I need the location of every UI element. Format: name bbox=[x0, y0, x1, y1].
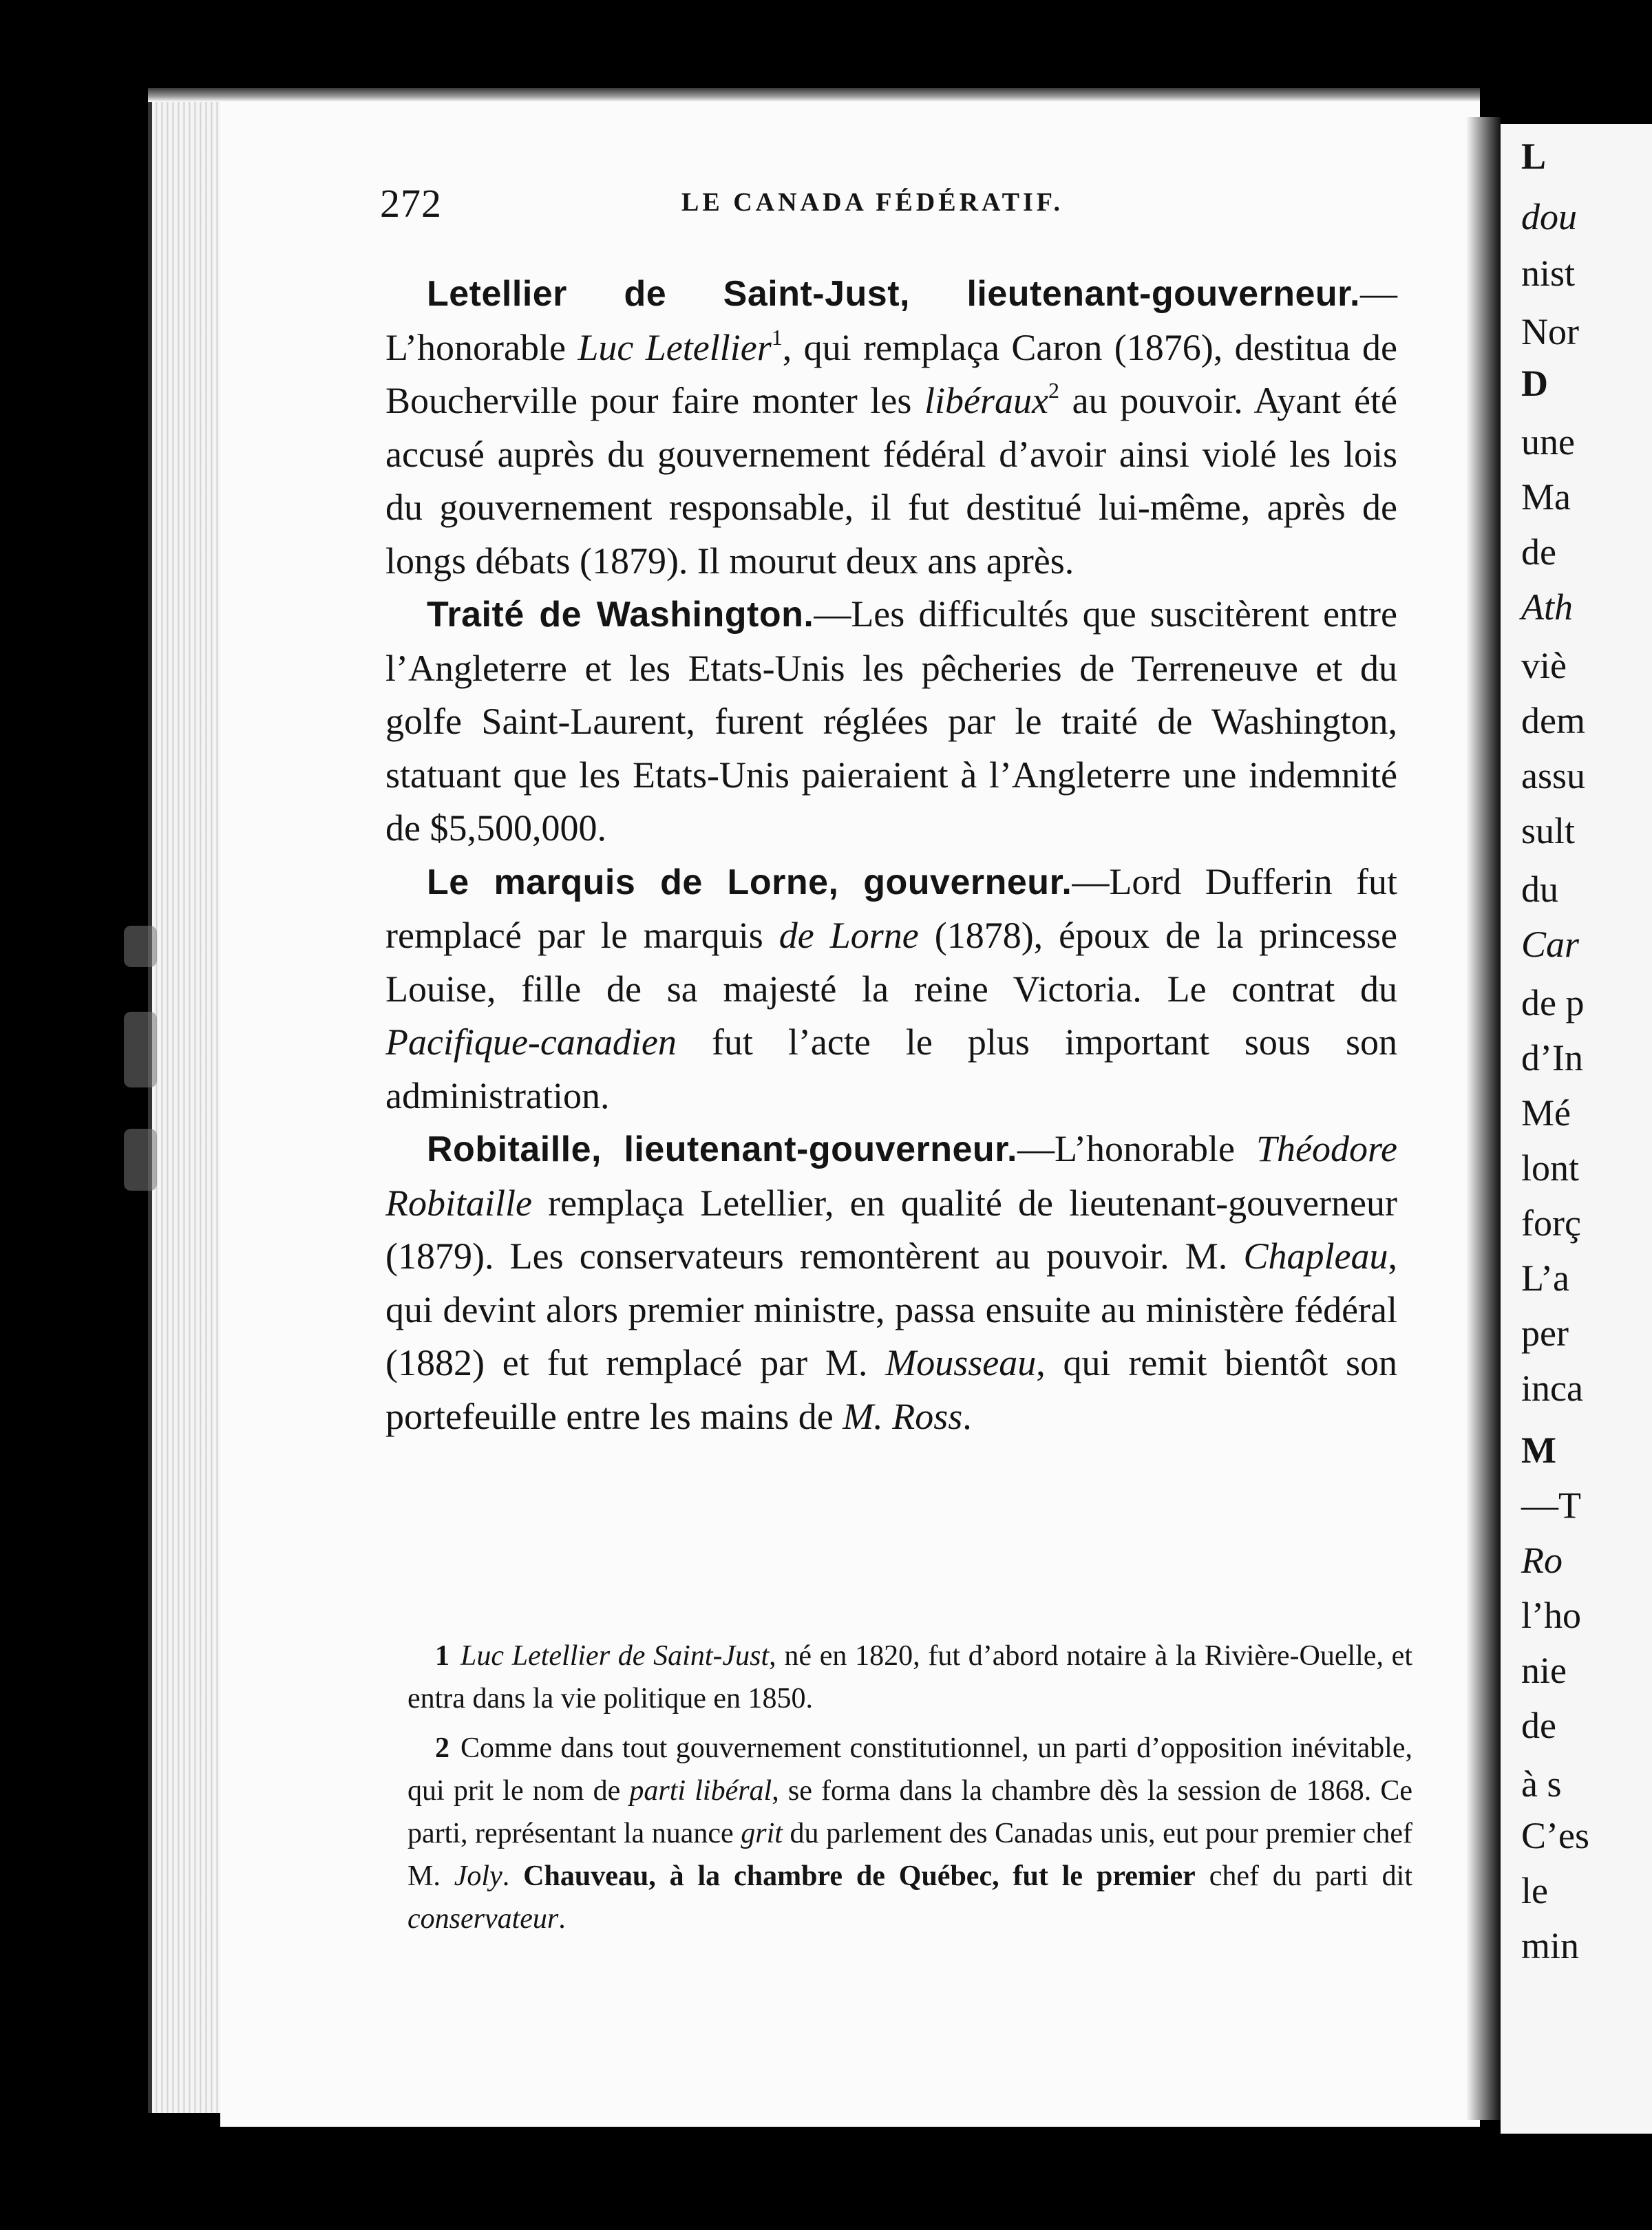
section-text: . bbox=[962, 1395, 972, 1437]
facing-page-fragment: d’In bbox=[1521, 1037, 1583, 1079]
facing-page bbox=[1501, 124, 1652, 2134]
section-text-italic: Mousseau bbox=[885, 1342, 1037, 1383]
section-text: (1878), époux de la princesse Louise, fille de sa majesté la reine Victoria. Le contrat du bbox=[385, 915, 1397, 1010]
section-text: , qui remplaça Caron (1876), destitua de Boucherville pour faire monter les bbox=[385, 326, 1397, 421]
facing-page-fragment: une bbox=[1521, 421, 1575, 463]
facing-page-fragment: lont bbox=[1521, 1147, 1580, 1189]
facing-page-fragment: du bbox=[1521, 869, 1558, 910]
facing-page-fragment: Ma bbox=[1521, 476, 1571, 518]
footnote-text-italic: Luc Letellier de Saint-Just bbox=[460, 1640, 770, 1672]
page-number: 272 bbox=[380, 181, 442, 226]
section-lorne bbox=[385, 856, 1397, 1123]
facing-page-fragment: M bbox=[1521, 1430, 1556, 1471]
section-text-italic: Chapleau bbox=[1243, 1235, 1388, 1277]
facing-page-fragment: nist bbox=[1521, 253, 1576, 294]
facing-page-fragment: l’ho bbox=[1521, 1595, 1581, 1636]
footnote-text: . bbox=[558, 1903, 566, 1935]
footnote-number: 2 bbox=[435, 1732, 449, 1764]
facing-page-fragment: Ath bbox=[1521, 586, 1573, 628]
footnote-text: Comme dans tout gouvernement constitutionnel, un parti d’opposition inévitable, qui prit le nom de bbox=[407, 1732, 1412, 1807]
facing-page-fragment: —T bbox=[1521, 1485, 1581, 1526]
page-top-shadow bbox=[148, 88, 1480, 102]
facing-page-fragment: forç bbox=[1521, 1202, 1581, 1244]
section-text: —Les difficultés que suscitèrent entre l’Angleterre et les Etats-Unis les pêcheries de Terreneuve et du golfe Saint-Laurent, furent réglées par le traité de Washington, statuant que les Etats-Unis paieraient à l’Angleterre une indemnité de $5,500,000. bbox=[385, 593, 1397, 849]
section-washington bbox=[385, 588, 1397, 856]
facing-page-fragment: viè bbox=[1521, 645, 1567, 686]
section-text-italic: Pacifique-canadien bbox=[385, 1021, 677, 1063]
section-text: remplaça Letellier, en qualité de lieutenant-gouverneur (1879). Les conservateurs remontèrent au pouvoir. M. bbox=[385, 1182, 1397, 1277]
section-heading: Robitaille, lieutenant-gouverneur. bbox=[427, 1129, 1018, 1169]
section-text-italic: de Lorne bbox=[779, 915, 919, 956]
facing-page-fragment: sult bbox=[1521, 810, 1576, 851]
section-text: fut l’acte le plus important sous son administration. bbox=[385, 1021, 1397, 1116]
spine-mark bbox=[124, 1129, 157, 1191]
section-text: — L’honorable bbox=[385, 273, 1397, 368]
running-title: LE CANADA FÉDÉRATIF. bbox=[681, 188, 1064, 217]
footnote-ref: 1 bbox=[771, 324, 783, 350]
section-text: au pouvoir. Ayant été accusé auprès du gouvernement fédéral d’avoir ainsi violé les lois du gouvernement responsable, il fut destitué lui-même, après de longs débats (1879). Il mourut deux ans après. bbox=[385, 380, 1397, 582]
section-text-italic: libéraux bbox=[924, 380, 1048, 421]
section-letellier bbox=[385, 267, 1397, 588]
facing-page-fragment: L bbox=[1521, 136, 1547, 177]
footnote-2 bbox=[407, 1727, 1412, 1940]
facing-page-fragment: inca bbox=[1521, 1368, 1583, 1409]
facing-page-fragment: D bbox=[1521, 363, 1548, 404]
section-heading: Letellier de Saint-Just, lieutenant-gouverneur. bbox=[427, 274, 1360, 314]
facing-page-fragment: le bbox=[1521, 1870, 1548, 1911]
facing-page-fragment: Ro bbox=[1521, 1540, 1563, 1581]
section-text: —L’honorable bbox=[1017, 1128, 1257, 1169]
spine-mark bbox=[124, 1012, 157, 1087]
footnote-text: , né en 1820, fut d’abord notaire à la Rivière-Ouelle, et entra dans la vie politique en 1850. bbox=[407, 1640, 1412, 1714]
facing-page-fragment: dou bbox=[1521, 196, 1577, 237]
section-heading: Le marquis de Lorne, gouverneur. bbox=[427, 862, 1072, 902]
facing-page-fragment: nie bbox=[1521, 1650, 1567, 1691]
footnote-text-italic: grit bbox=[741, 1818, 783, 1849]
footnote-1 bbox=[407, 1635, 1412, 1720]
facing-page-fragment: de bbox=[1521, 1705, 1556, 1746]
section-text: , qui devint alors premier ministre, passa ensuite au ministère fédéral (1882) et fut remplacé par M. bbox=[385, 1235, 1397, 1383]
section-heading: Traité de Washington. bbox=[427, 595, 814, 635]
facing-page-fragment: Nor bbox=[1521, 311, 1579, 352]
spine-mark bbox=[124, 926, 157, 967]
facing-page-fragment: Car bbox=[1521, 924, 1580, 965]
footnote-text-italic: parti libéral bbox=[629, 1775, 772, 1807]
facing-page-fragment: assu bbox=[1521, 755, 1585, 796]
footnote-text: du parlement des Canadas unis, eut pour premier chef M. bbox=[407, 1818, 1412, 1892]
page-gutter bbox=[1466, 117, 1501, 2120]
facing-page-fragment: L’a bbox=[1521, 1257, 1569, 1299]
book-page-edges bbox=[148, 93, 228, 2113]
facing-page-fragment: à s bbox=[1521, 1763, 1562, 1805]
section-text: , qui remit bientôt son portefeuille entre les mains de bbox=[385, 1342, 1397, 1437]
footnote-number: 1 bbox=[435, 1640, 449, 1672]
footnote-text-bold: Chauveau, à la chambre de Québec, fut le premier bbox=[523, 1860, 1196, 1892]
footnote-text: . bbox=[502, 1860, 524, 1892]
footnote-text: chef du parti dit bbox=[1195, 1860, 1413, 1892]
footnotes bbox=[407, 1635, 1412, 1947]
footnote-ref: 2 bbox=[1048, 378, 1059, 403]
section-robitaille bbox=[385, 1123, 1397, 1443]
body-text bbox=[385, 267, 1397, 1443]
facing-page-fragment: de p bbox=[1521, 982, 1585, 1023]
facing-page-fragment: min bbox=[1521, 1925, 1580, 1966]
section-text-italic: Théodore Robitaille bbox=[385, 1128, 1397, 1224]
footnote-text: , se forma dans la chambre dès la session de 1868. Ce parti, représentant la nuance bbox=[407, 1775, 1412, 1849]
section-text-italic: M. Ross bbox=[843, 1395, 963, 1437]
footnote-text-italic: conservateur bbox=[407, 1903, 559, 1935]
facing-page-fragment: C’es bbox=[1521, 1815, 1589, 1856]
facing-page-fragment: per bbox=[1521, 1313, 1569, 1354]
facing-page-fragment: de bbox=[1521, 531, 1556, 573]
section-text: —Lord Dufferin fut remplacé par le marquis bbox=[385, 860, 1397, 956]
footnote-text-italic: Joly bbox=[454, 1860, 502, 1892]
facing-page-fragment: dem bbox=[1521, 700, 1585, 741]
facing-page-fragment: Mé bbox=[1521, 1092, 1571, 1134]
section-text-italic: Luc Letellier bbox=[578, 326, 772, 368]
